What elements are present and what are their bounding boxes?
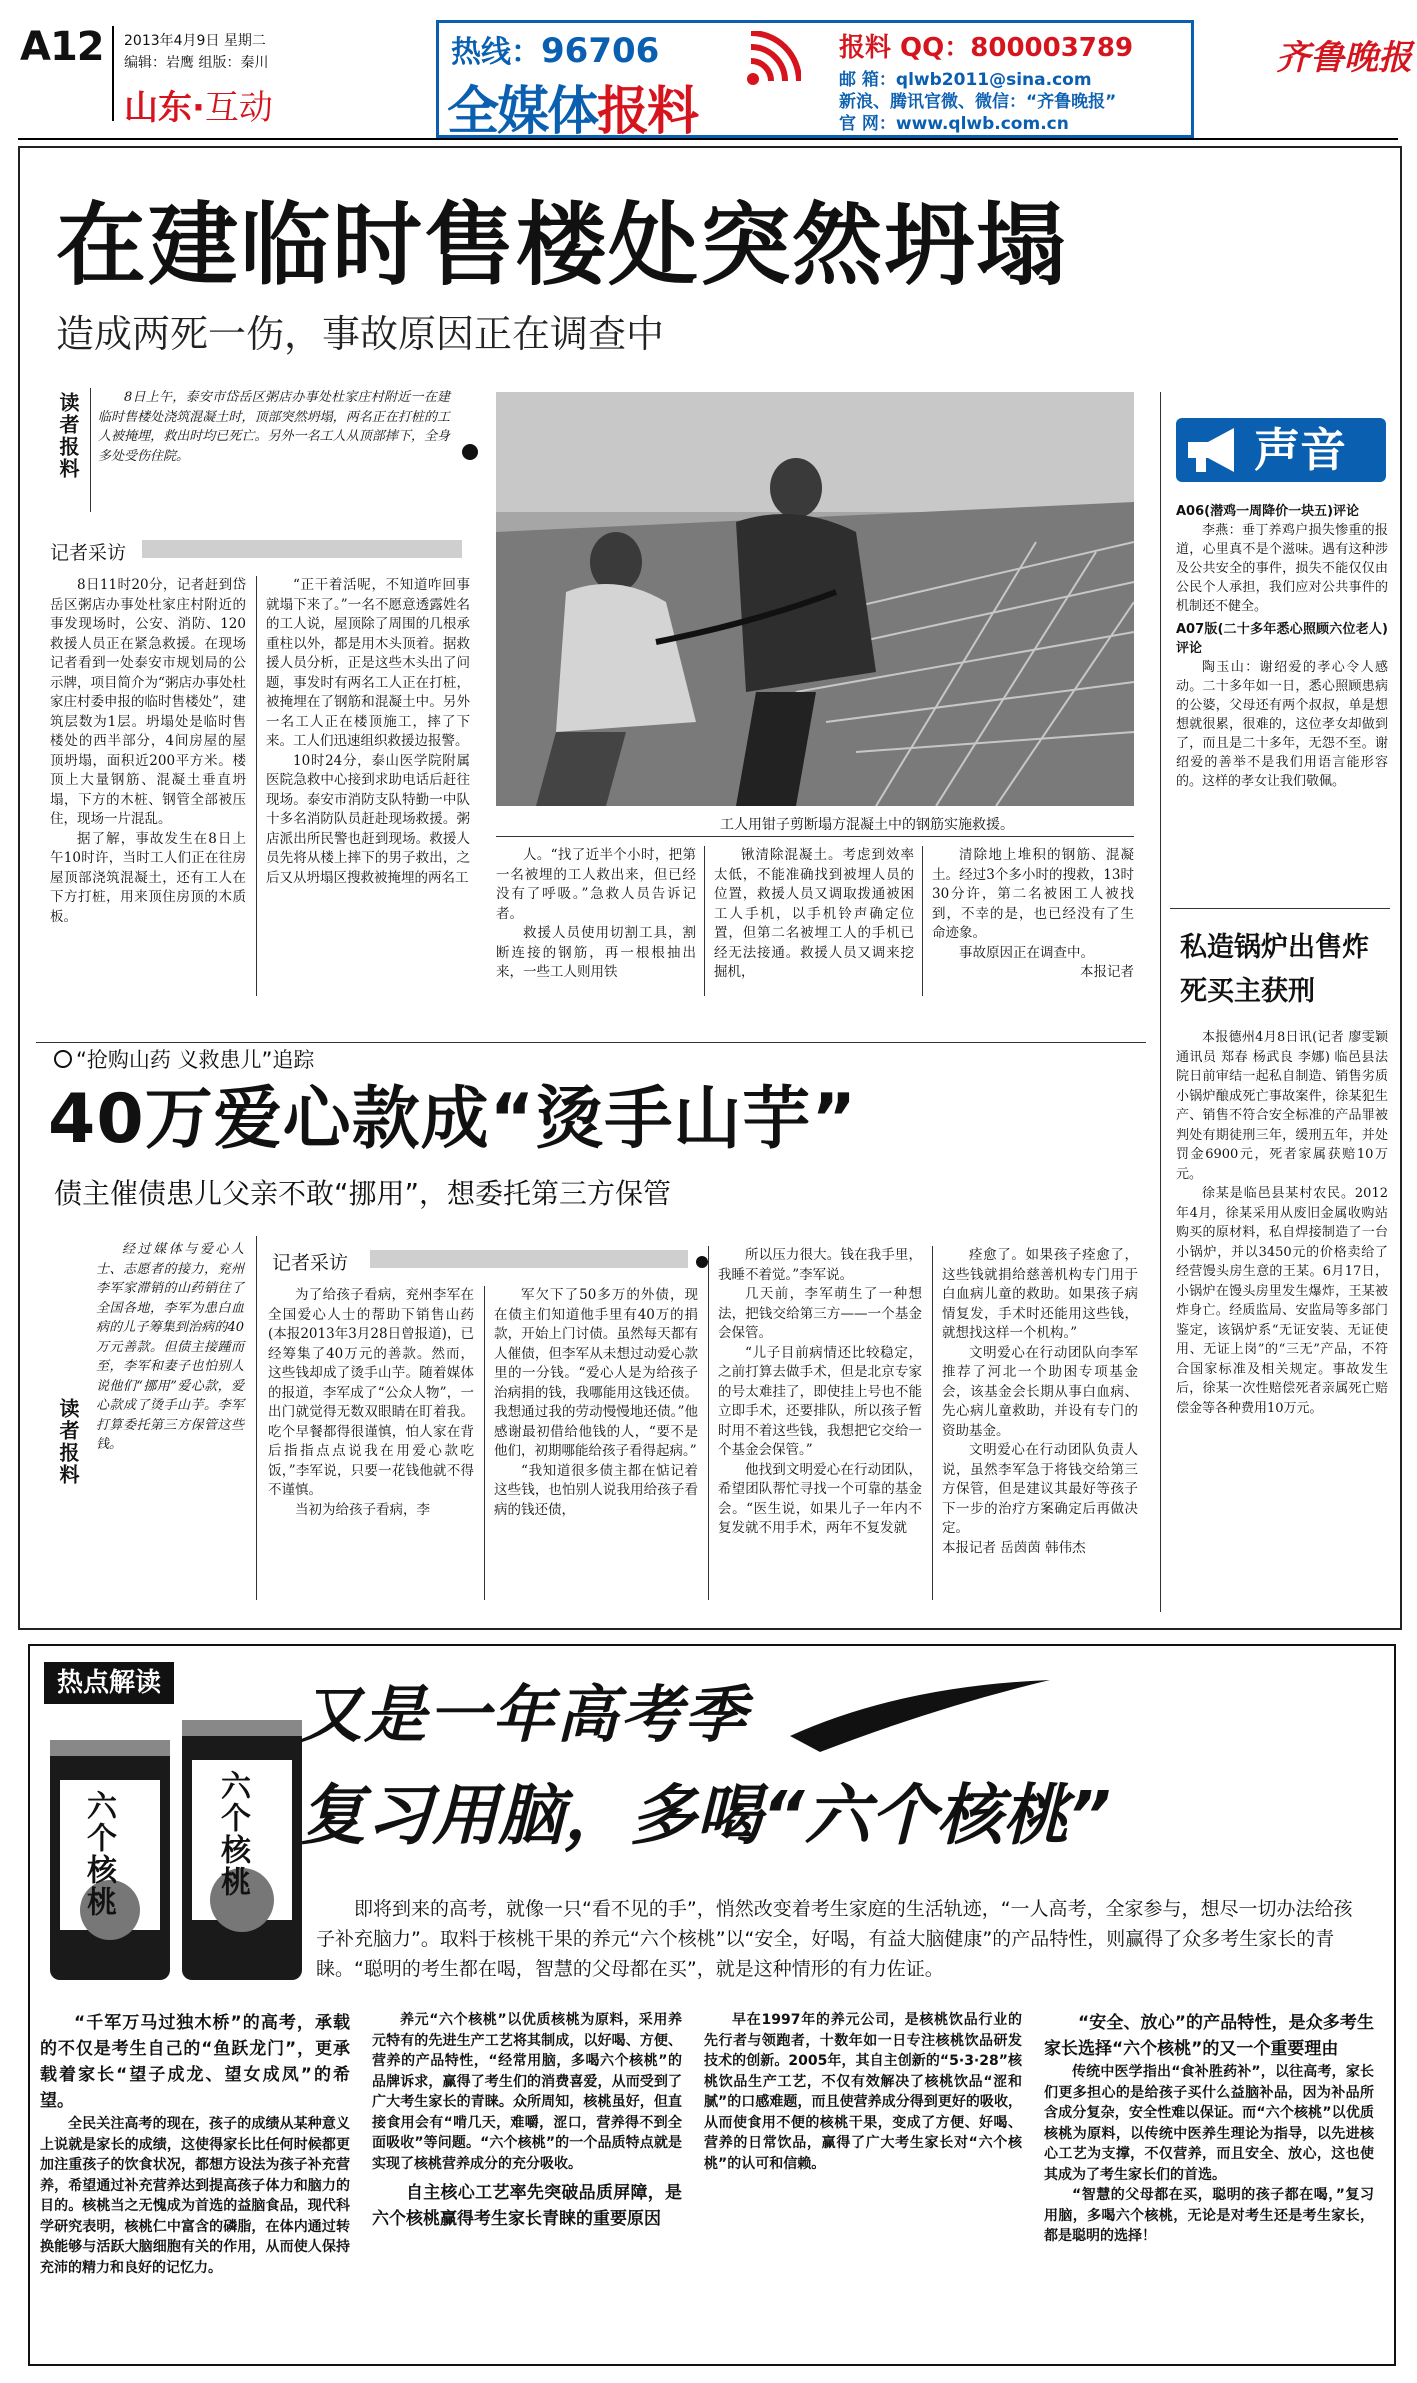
sidebar-story-title: 私造锅炉出售炸死买主获刑 (1180, 932, 1369, 1007)
story2-col2 (494, 1286, 698, 1520)
report-label: 报料 (597, 82, 698, 142)
sidebar-item2-head: A07版(二十多年悉心照顾六位老人)评论 (1176, 622, 1388, 656)
story2-col-divider-1 (484, 1286, 485, 1600)
story2-col3-p1: 所以压力很大。钱在我手里，我睡不着觉。”李军说。 (718, 1247, 922, 1283)
story1-col5 (932, 846, 1134, 983)
story2-col2-p2: “我知道很多债主都在惦记着这些钱，也怕别人说我用给孩子看病的钱还债， (494, 1462, 698, 1518)
qq-number: 800003789 (970, 33, 1134, 63)
story2-col3 (718, 1246, 922, 1539)
ad-headline1: 又是一年高考季 (300, 1678, 749, 1751)
story1-col2-p1: “正干着活呢，不知道咋回事就塌下来了。”一名不愿意透露姓名的工人说，屋顶除了周围的几根承重柱以外，都是用木头顶着。据救援人员分析，正是这些木头出了问题，事发时有两名工人正在打桩，被掩埋在了钢筋和混凝土中。另外一名工人正在楼顶施工，摔了下来。工人们迅速组织救援边报警。 (266, 577, 470, 749)
story1-col1 (50, 576, 246, 927)
voice-badge (1176, 418, 1386, 482)
story2-col4-p1: 痊愈了。如果孩子痊愈了，这些钱就捐给慈善机构专门用于白血病儿童的救助。如果孩子病情复发，手术时还能用这些钱，就想找这样一个机构。” (942, 1247, 1138, 1341)
sidebar-story (1176, 1028, 1388, 1418)
story1-col3-p1: 人。“找了近半个小时，把第一名被埋的工人救出来，但已经没有了呼吸。”急救人员告诉记者。 (496, 847, 696, 922)
weibo-line: 新浪、腾讯官微、微信：“齐鲁晚报” (839, 92, 1117, 112)
story2-bullet-icon (696, 1256, 708, 1268)
story1-lead (98, 388, 450, 466)
ad-col2-body: 养元“六个核桃”以优质核桃为原料，采用养元特有的先进生产工艺将其制成，以好喝、方便、营养的产品特性，“经常用脑，多喝六个核桃”的品牌诉求，赢得了考生们的消费喜爱，从而受到了广大考生家长的青睐。众所周知，核桃虽好，但直接食用会有“啃几天，难嚼，涩口，营养得不到全面吸收”等问题。“六个核桃”的一个品质特点就是实现了核桃营养成分的充分吸收。 (372, 2012, 682, 2172)
editor-line: 编辑：岩鹰 组版：秦川 (124, 55, 269, 71)
product-name-can1: 六个核桃 (81, 1790, 116, 1918)
story2-col2-p1: 军欠下了50多万的外债，现在债主们知道他手里有40万的捐款，开始上门讨债。虽然每天都有人催债，但李军从未想过动爱心款里的一分钱。“爱心人是为给孩子治病捐的钱，我哪能用这钱还债。我想通过我的劳动慢慢地还债。”他感谢最初借给他钱的人，“要不是他们，初期哪能给孩子看得起病。” (494, 1287, 698, 1459)
page-code: A12 (20, 24, 104, 70)
story1-subtitle: 造成两死一伤，事故原因正在调查中 (56, 312, 665, 356)
story2-col4-p4: 本报记者 岳茵茵 韩伟杰 (942, 1539, 1086, 1556)
story2-lead-text: 经过媒体与爱心人士、志愿者的接力，兖州李军家滞销的山药销往了全国各地，李军为患白血病的儿子筹集到治病的40万元善款。但债主接踵而至，李军和妻子也怕别人说他们“挪用”爱心款，爱心款成了烫手山芋。李军打算委托第三方保管这些钱。 (96, 1242, 244, 1452)
ad-col3-body: 早在1997年的养元公司，是核桃饮品行业的先行者与领跑者，十数年如一日专注核桃饮品研发技术的创新。2005年，其自主创新的“5·3·28”核桃饮品生产工艺，不仅有效解决了核桃饮品“涩和腻”的口感难题，而且使营养成分得到更好的吸收，从而使食用不便的核桃干果，变成了方便、好喝、营养的日常饮品，赢得了广大考生家长对“六个核桃”的认可和信赖。 (704, 2012, 1022, 2172)
story2-col1-p1: 为了给孩子看病，兖州李军在全国爱心人士的帮助下销售山药(本报2013年3月28日曾报道)，已经筹集了40万元的善款。然而，这些钱却成了烫手山芋。随着媒体的报道，李军成了“公众人物”，一出门就觉得无数双眼睛在盯着我。吃个早餐都得很谨慎，怕人家在背后指指点点说我在用爱心款吃饭，”李军说，只要一花钱他就不得不谨慎。 (268, 1287, 474, 1498)
signal-icon (741, 31, 801, 91)
ad-col1 (40, 2010, 350, 2278)
section-title-topic: 互动 (204, 88, 273, 128)
date-line: 2013年4月9日 星期二 (124, 33, 266, 49)
story2-col1 (268, 1286, 474, 1520)
sidebar-story-lead: 本报德州4月8日讯(记者 廖雯颖 通讯员 郑春 杨武良 李娜) 临邑县法院日前审结一起私自制造、销售劣质小锅炉酿成死亡事故案件，徐某犯生产、销售不符合安全标准的产品罪被判处有期徒刑三年，缓刑五年，并处罚金6900元，死者家属获赔10万元。 (1176, 1030, 1388, 1182)
report-banner (436, 20, 1194, 142)
story1-col3-p2: 救援人员使用切割工具，割断连接的钢筋，再一根根抽出来，一些工人则用铁 (496, 925, 696, 980)
story1-lead-text: 8日上午，泰安市岱岳区粥店办事处杜家庄村附近一在建临时售楼处浇筑混凝土时，顶部突然坍塌，两名正在打桩的工人被掩埋，救出时均已死亡。另外一名工人从顶部摔下，全身多处受伤住院。 (98, 390, 450, 464)
sidebar-item1-body: 李燕：垂丁养鸡户损失惨重的报道，心里真不是个滋味。遇有这种涉及公共安全的事件，损失不能仅仅由公民个人承担，我们应对公共事件的机制还不健全。 (1176, 523, 1388, 614)
ad-col2-head: 自主核心工艺率先突破品质屏障，是六个核桃赢得考生家长青睐的重要原因 (372, 2183, 682, 2229)
qq-line (839, 27, 1133, 64)
story2-title: 40万爱心款成“烫手山芋” (48, 1080, 858, 1159)
story2-col3-p3: “儿子目前病情还比较稳定，之前打算去做手术，但是北京专家的号太难挂了，即使挂上号也不能立即手术，还要排队，所以孩子暂时用不着这些钱，我想把它交给一个基金会保管。” (718, 1344, 922, 1458)
ad-col4 (1044, 2010, 1374, 2247)
story-separator (36, 1042, 1146, 1043)
story1-col2-p2: 10时24分，泰山医学院附属医院急救中心接到求助电话后赶往现场。泰安市消防支队特勤一中队十多名消防队员赶赴现场救援。粥店派出所民警也赶到现场。救援人员先将从楼上摔下的男子救出，之后又从坍塌区搜救被掩埋的两名工 (266, 752, 470, 886)
story2-col4-p3: 文明爱心在行动团队负责人说，虽然李军急于将钱交给第三方保管，但是建议其最好等孩子下一步的治疗方案确定后再做决定。 (942, 1442, 1138, 1536)
ad-col1-body: 全民关注高考的现在，孩子的成绩从某种意义上说就是家长的成绩，这使得家长比任何时候都更加注重孩子的饮食状况，都想方设法为孩子补充营养，希望通过补充营养达到提高孩子体力和脑力的目的。核桃当之无愧成为首选的益脑食品，现代科学研究表明，核桃仁中富含的磷脂，在体内通过转换能够与活跃大脑细胞有关的作用，从而使人保持充沛的精力和良好的记忆力。 (40, 2116, 350, 2276)
story1-col1-p2: 据了解，事故发生在8日上午10时许，当时工人们正在往房屋顶部浇筑混凝土，还有工人在下方打桩，用来顶住房顶的木质板。 (50, 830, 246, 925)
section-title-region: 山东· (124, 88, 205, 128)
ad-col4-body: 传统中医学指出“食补胜药补”，以往高考，家长们更多担心的是给孩子买什么益脑补品，因为补品所含成分复杂，安全性难以保证。而“六个核桃”以优质核桃为原料，以传统中医养生理论为指导，以先进核心工艺为支撑，不仅营养，而且安全、放心，这也使其成为了考生家长们的首选。 (1044, 2064, 1374, 2183)
media-report (447, 69, 697, 144)
ad-headline2: 复习用脑，多喝“六个核桃” (300, 1777, 1112, 1854)
story1-byline: 记者采访 (50, 542, 127, 564)
ad-intro-text: 即将到来的高考，就像一只“看不见的手”，悄然改变着考生家庭的生活轨迹，“一人高考，全家参与，想尽一切办法给孩子补充脑力”。取料于核桃干果的养元“六个核桃”以“安全，好喝，有益大脑健康”的产品特性，则赢得了众多考生家长的青睐。“聪明的考生都在喝，智慧的父母都在买”，就是这种情形的有力佐证。 (316, 1898, 1353, 1980)
story1-bullet-icon (462, 444, 478, 460)
ad-col3 (704, 2010, 1022, 2174)
story2-tag: 读者报料 (56, 1398, 80, 1486)
story2-kicker-text: “抢购山药 义救患儿”追踪 (76, 1048, 315, 1072)
voice-label: 声音 (1254, 423, 1346, 477)
ad-intro (316, 1894, 1356, 1984)
story1-col2 (266, 576, 470, 888)
story2-lead (96, 1240, 244, 1455)
story1-tag-divider (90, 388, 91, 512)
story1-col5-p1: 清除地上堆积的钢筋、混凝土。经过3个多小时的搜救，13时30分许，第二名被困工人被找到，不幸的是，也已经没有了生命迹象。 (932, 847, 1134, 941)
product-name-can2: 六个核桃 (215, 1770, 250, 1898)
megaphone-icon (1182, 424, 1242, 476)
story2-col3-p2: 几天前，李军萌生了一种想法，把钱交给第三方——一个基金会保管。 (718, 1286, 922, 1341)
story1-col-divider-1 (256, 576, 257, 996)
story1-photo (496, 392, 1134, 806)
ad-closing: “智慧的父母都在买，聪明的孩子都在喝，”复习用脑，多喝六个核桃，无论是对考生还是考生家长，都是聪明的选择！ (1044, 2187, 1374, 2244)
story2-col1-p2: 当初为给孩子看病，李 (295, 1501, 430, 1518)
story1-col3 (496, 846, 696, 983)
story1-photo-caption-rule (496, 836, 1134, 837)
sidebar-item2-body: 陶玉山：谢绍爱的孝心令人感动。二十多年如一日，悉心照顾患病的公婆，父母还有两个叔叔，单是想想就很累，很难的，这位孝女却做到了，而且是二十多年，无怨不至。谢绍爱的善举不是我们用语言能形容的。这样的孝女让我们敬佩。 (1176, 660, 1388, 789)
story1-col5-p2: 事故原因正在调查中。 (959, 944, 1094, 961)
story1-byline-bar (142, 540, 462, 558)
story1-photo-caption: 工人用钳子剪断塌方混凝土中的钢筋实施救援。 (720, 817, 1014, 833)
story2-col-divider-3 (932, 1246, 933, 1600)
hotline-label: 热线： (451, 35, 541, 70)
kicker-bullet-icon (54, 1050, 72, 1068)
story2-kicker (54, 1044, 314, 1074)
story1-col1-p1: 8日11时20分，记者赶到岱岳区粥店办事处杜家庄村附近的事发现场时，公安、消防、120救援人员正在紧急救援。在现场记者看到一处泰安市规划局的公示牌，项目简介为“粥店办事处杜家庄村委申报的临时售楼处”，建筑层数为1层。坍塌处是临时售楼处的西半部分，4间房屋的屋顶坍塌，面积近200平方米。楼顶上大量钢筋、混凝土垂直坍塌，下方的木桩、钢管全部被压住，现场一片混乱。 (50, 577, 246, 827)
sidebar-rule (1170, 908, 1390, 909)
story1-col5-p3: 本报记者 (1080, 964, 1134, 980)
media-label: 全媒体 (447, 82, 598, 142)
sidebar-item1-head: A06(潜鸡一周降价一块五)评论 (1176, 504, 1360, 519)
sidebar-divider (1160, 392, 1161, 1612)
qq-label: 报料 QQ： (839, 33, 971, 63)
story2-lead-divider (256, 1236, 257, 1600)
sidebar-story-body: 徐某是临邑县某村农民。2012年4月，徐某采用从废旧金属收购站购买的原材料，私自焊接制造了一台小锅炉，并以3450元的价格卖给了经营馒头房生意的王某。6月17日，小锅炉在馒头房里发生爆炸，王某被炸身亡。经质监局、安监局等多部门鉴定，该锅炉系“无证安装、无证使用、无证上岗”的“三无”产品，不符合国家标准及相关规定。事故发生后，徐某一次性赔偿死者亲属死亡赔偿金等各种费用10万元。 (1176, 1186, 1388, 1416)
story2-byline: 记者采访 (272, 1252, 349, 1274)
web-line: 官 网：www.qlwb.com.cn (839, 114, 1069, 134)
story2-col-divider-2 (708, 1246, 709, 1600)
ad-col2 (372, 2010, 682, 2232)
rescue-photo-illustration (496, 392, 1134, 806)
brand-logo: 齐鲁晚报 (1276, 38, 1412, 78)
story1-col4-p1: 锹清除混凝土。考虑到效率太低，不能准确找到被埋人员的位置，救援人员又调取拨通被困工人手机，以手机铃声确定位置，但第二名被埋工人的手机已经无法接通。救援人员又调来挖掘机， (714, 847, 914, 980)
story1-tag: 读者报料 (56, 392, 80, 480)
story1-title: 在建临时售楼处突然坍塌 (56, 193, 1068, 298)
header-rule (18, 138, 1398, 140)
story2-col4-p2: 文明爱心在行动团队向李军推荐了河北一个助困专项基金会，该基金会长期从事白血病、先心病儿童救助，并设有专门的资助基金。 (942, 1344, 1138, 1439)
swoosh-icon (780, 1676, 1060, 1756)
story1-col4 (714, 846, 914, 983)
story2-byline-bar (370, 1250, 688, 1268)
mail-line: 邮 箱：qlwb2011@sina.com (839, 70, 1092, 90)
ad-col4-head: “安全、放心”的产品特性，是众多考生家长选择“六个核桃”的又一个重要理由 (1044, 2013, 1374, 2059)
section-title (124, 80, 273, 129)
hotline (451, 27, 659, 71)
header-divider (112, 26, 114, 121)
story2-subtitle: 债主催债患儿父亲不敢“挪用”，想委托第三方保管 (54, 1177, 672, 1210)
story2-col4 (942, 1246, 1138, 1558)
story1-col-divider-2 (704, 846, 705, 996)
story1-col-divider-3 (922, 846, 923, 996)
sidebar-comments (1176, 502, 1388, 791)
ad-col1-head: “千军万马过独木桥”的高考，承载的不仅是考生自己的“鱼跃龙门”，更承载着家长“望子成龙、望女成凤”的希望。 (40, 2013, 350, 2111)
ad-tag: 热点解读 (44, 1662, 174, 1704)
story2-col3-p4: 他找到文明爱心在行动团队，希望团队帮忙寻找一个可靠的基金会。“医生说，如果儿子一年内不复发就不用手术，两年不复发就 (718, 1461, 922, 1536)
hotline-number: 96706 (541, 31, 660, 71)
